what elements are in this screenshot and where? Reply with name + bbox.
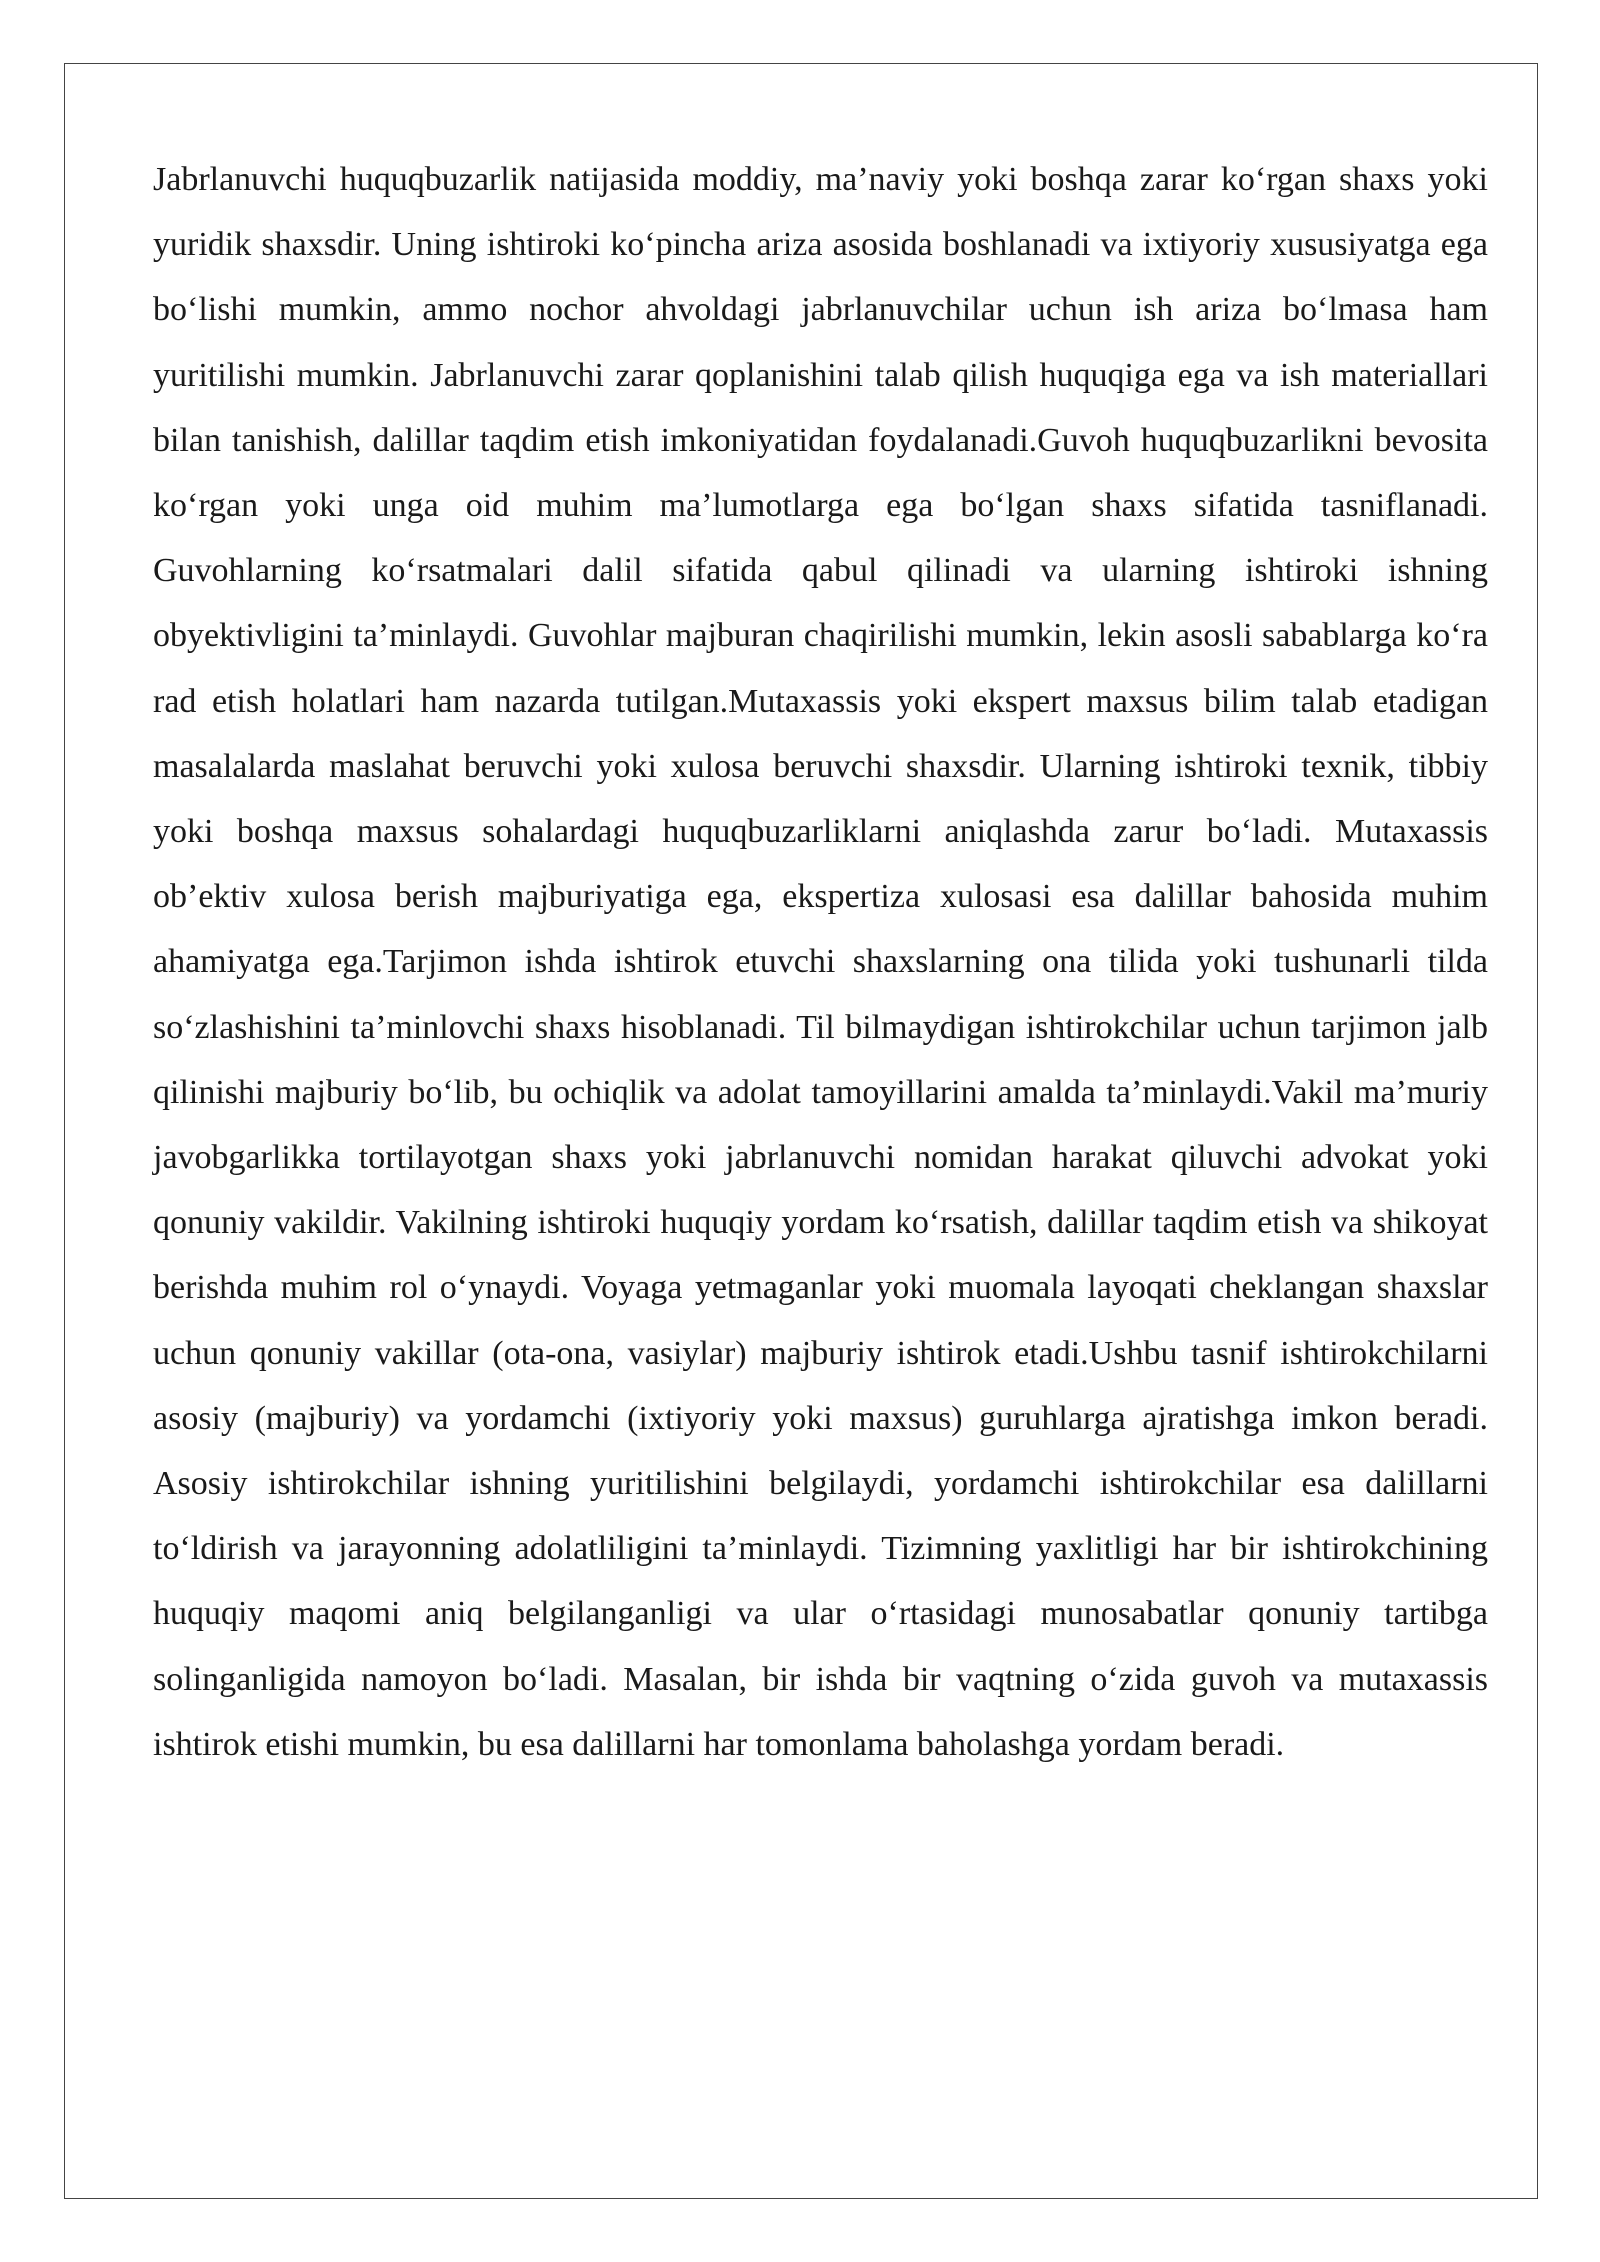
- body-paragraph: Jabrlanuvchi huquqbuzarlik natijasida moddiy, ma’naviy yoki boshqa zarar ko‘rgan shaxs yoki yuridik shaxsdir. Uning ishtiroki ko‘pincha ariza asosida boshlanadi va ixtiyoriy xususiyatga ega bo‘lishi mumkin, ammo nochor ahvoldagi jabrlanuvchilar uchun ish ariza bo‘lmasa ham yuritilishi mumkin. Jabrlanuvchi zarar qoplanishini talab qilish huquqiga ega va ish materiallari bilan tanishish, dalillar taqdim etish imkoniyatidan foydalanadi.Guvoh huquqbuzarlikni bevosita ko‘rgan yoki unga oid muhim ma’lumotlarga ega bo‘lgan shaxs sifatida tasniflanadi. Guvohlarning ko‘rsatmalari dalil sifatida qabul qilinadi va ularning ishtiroki ishning obyektivligini ta’minlaydi. Guvohlar majburan chaqirilishi mumkin, lekin asosli sabablarga ko‘ra rad etish holatlari ham nazarda tutilgan.Mutaxassis yoki ekspert maxsus bilim talab etadigan masalalarda maslahat beruvchi yoki xulosa beruvchi shaxsdir. Ularning ishtiroki texnik, tibbiy yoki boshqa maxsus sohalardagi huquqbuzarliklarni aniqlashda zarur bo‘ladi. Mutaxassis ob’ektiv xulosa berish majburiyatiga ega, ekspertiza xulosasi esa dalillar bahosida muhim ahamiyatga ega.Tarjimon ishda ishtirok etuvchi shaxslarning ona tilida yoki tushunarli tilda so‘zlashishini ta’minlovchi shaxs hisoblanadi. Til bilmaydigan ishtirokchilar uchun tarjimon jalb qilinishi majburiy bo‘lib, bu ochiqlik va adolat tamoyillarini amalda ta’minlaydi.Vakil ma’muriy javobgarlikka tortilayotgan shaxs yoki jabrlanuvchi nomidan harakat qiluvchi advokat yoki qonuniy vakildir. Vakilning ishtiroki huquqiy yordam ko‘rsatish, dalillar taqdim etish va shikoyat berishda muhim rol o‘ynaydi. Voyaga yetmaganlar yoki muomala layoqati cheklangan shaxslar uchun qonuniy vakillar (ota-ona, vasiylar) majburiy ishtirok etadi.Ushbu tasnif ishtirokchilarni asosiy (majburiy) va yordamchi (ixtiyoriy yoki maxsus) guruhlarga ajratishga imkon beradi. Asosiy ishtirokchilar ishning yuritilishini belgilaydi, yordamchi ishtirokchilar esa dalillarni to‘ldirish va jarayonning adolatliligini ta’minlaydi. Tizimning yaxlitligi har bir ishtirokchining huquqiy maqomi aniq belgilanganligi va ular o‘rtasidagi munosabatlar qonuniy tartibga solinganligida namoyon bo‘ladi. Masalan, bir ishda bir vaqtning o‘zida guvoh va mutaxassis ishtirok etishi mumkin, bu esa dalillarni har tomonlama baholashga yordam beradi.: [153, 161, 1488, 1763]
